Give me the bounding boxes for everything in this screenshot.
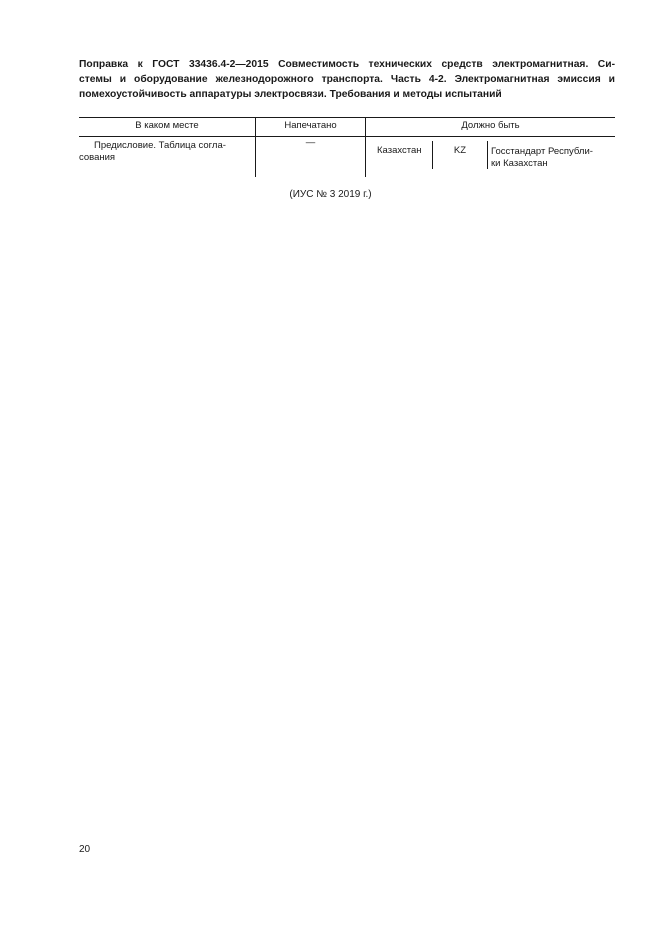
header-where: В каком месте xyxy=(135,120,199,131)
header-should-be: Должно быть xyxy=(461,120,520,131)
cell-where xyxy=(79,140,249,164)
title-line-3: помехоустойчивость аппаратуры электросвязи. Требования и методы испытаний xyxy=(79,89,502,100)
cell-printed: — xyxy=(305,137,316,148)
cell-country-code: KZ xyxy=(453,145,467,156)
cell-standards-body xyxy=(491,146,611,170)
subcolumn-divider-2 xyxy=(487,141,488,169)
cell-where-line-1: Предисловие. Таблица согла- xyxy=(94,140,226,151)
header-printed: Напечатано xyxy=(284,120,337,131)
amendment-title xyxy=(79,57,615,102)
cell-country: Казахстан xyxy=(377,145,422,156)
title-line-2: стемы и оборудование железнодорожного транспорта. Часть 4-2. Электромагнитная эмиссия и xyxy=(79,74,615,85)
table-top-rule xyxy=(79,117,615,118)
issue-reference: (ИУС № 3 2019 г.) xyxy=(289,189,372,200)
page-number: 20 xyxy=(79,844,91,855)
cell-standards-body-line-2: ки Казахстан xyxy=(491,158,548,169)
title-line-1: Поправка к ГОСТ 33436.4-2—2015 Совместимость технических средств электромагнитная. Си- xyxy=(79,59,615,70)
cell-standards-body-line-1: Госстандарт Республи- xyxy=(491,146,593,157)
cell-where-line-2: сования xyxy=(79,152,116,163)
